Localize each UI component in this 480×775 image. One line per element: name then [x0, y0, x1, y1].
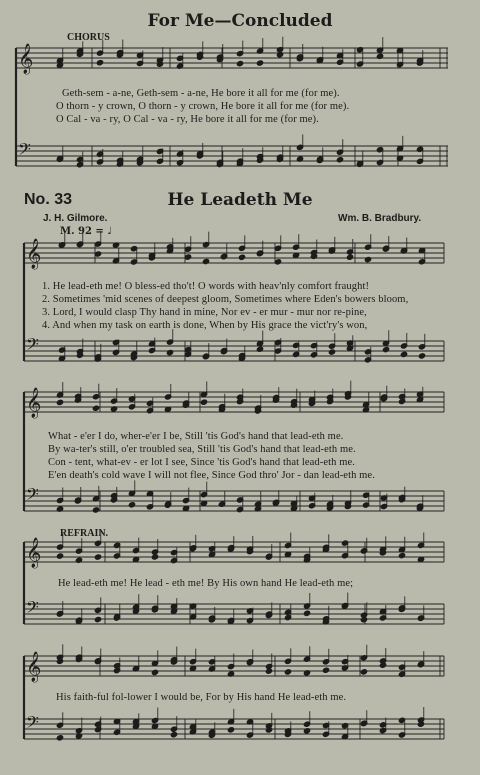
svg-text:𝄢: 𝄢 [26, 336, 39, 358]
svg-text:𝄢: 𝄢 [26, 714, 39, 736]
tempo-marking: M. 92 = ♩ [60, 226, 113, 237]
svg-text:𝄢: 𝄢 [26, 599, 39, 621]
verse-line-6: By wa-ter's still, o'er troubled sea, Still 'tis God's hand that lead-eth me. [48, 444, 356, 455]
verse-line-4: 4. And when my task on earth is done, When by His grace the vict'ry's won, [42, 320, 368, 331]
chorus-lyric-line-3: O Cal - va - ry, O Cal - va - ry, He bore it all for me (for me). [56, 114, 319, 125]
svg-text:𝄢: 𝄢 [26, 486, 39, 508]
chorus-treble-staff [16, 43, 448, 75]
svg-text:𝄞: 𝄞 [26, 388, 42, 417]
composer: Wm. B. Bradbury. [338, 213, 422, 224]
refrain-lyric-line-2: His faith-ful fol-lower I would be, For by His hand He lead-eth me. [56, 692, 347, 703]
svg-text:𝄢: 𝄢 [18, 141, 31, 163]
verse-line-8: E'en death's cold wave I will not flee, Since God thro' Jor - dan lead-eth me. [48, 470, 375, 481]
svg-text:𝄞: 𝄞 [26, 538, 42, 567]
chorus-lyric-line-2: O thorn - y crown, O thorn - y crown, He bore it all for me (for me). [56, 101, 350, 112]
page-title: For Me—Concluded [147, 11, 333, 31]
hymn-title: He Leadeth Me [167, 190, 313, 210]
verse2-bass-notes [56, 480, 423, 513]
chorus-label: CHORUS [67, 32, 110, 43]
svg-text:𝄞: 𝄞 [26, 652, 42, 681]
verse-line-5: What - e'er I do, wher-e'er I be, Still 'tis God's hand that lead-eth me. [48, 431, 344, 442]
lyricist: J. H. Gilmore. [43, 213, 108, 224]
hymn-number: No. 33 [24, 191, 73, 208]
chorus-lyric-line-1: Geth-sem - a-ne, Geth-sem - a-ne, He bore it all for me (for me). [62, 88, 340, 99]
verse-line-1: 1. He lead-eth me! O bless-ed tho't! O words with heav'nly comfort fraught! [42, 281, 370, 292]
refrain-label: REFRAIN. [60, 528, 109, 539]
verse2-treble-staff [24, 387, 444, 419]
refrain-lyric-line-1: He lead-eth me! He lead - eth me! By His own hand He lead-eth me; [58, 578, 354, 589]
verse1-bass-staff [24, 336, 444, 361]
svg-text:𝄞: 𝄞 [18, 44, 34, 73]
verse-line-2: 2. Sometimes 'mid scenes of deepest gloom, Sometimes where Eden's bowers bloom, [42, 294, 409, 305]
svg-text:𝄞: 𝄞 [26, 239, 42, 268]
verse-line-7: Con - tent, what-ev - er lot I see, Since 'tis God's hand that lead-eth me. [48, 457, 355, 468]
verse1-treble-staff [24, 238, 444, 270]
verse-line-3: 3. Lord, I would clasp Thy hand in mine, Nor ev - er mur - mur nor re-pine, [42, 307, 367, 318]
